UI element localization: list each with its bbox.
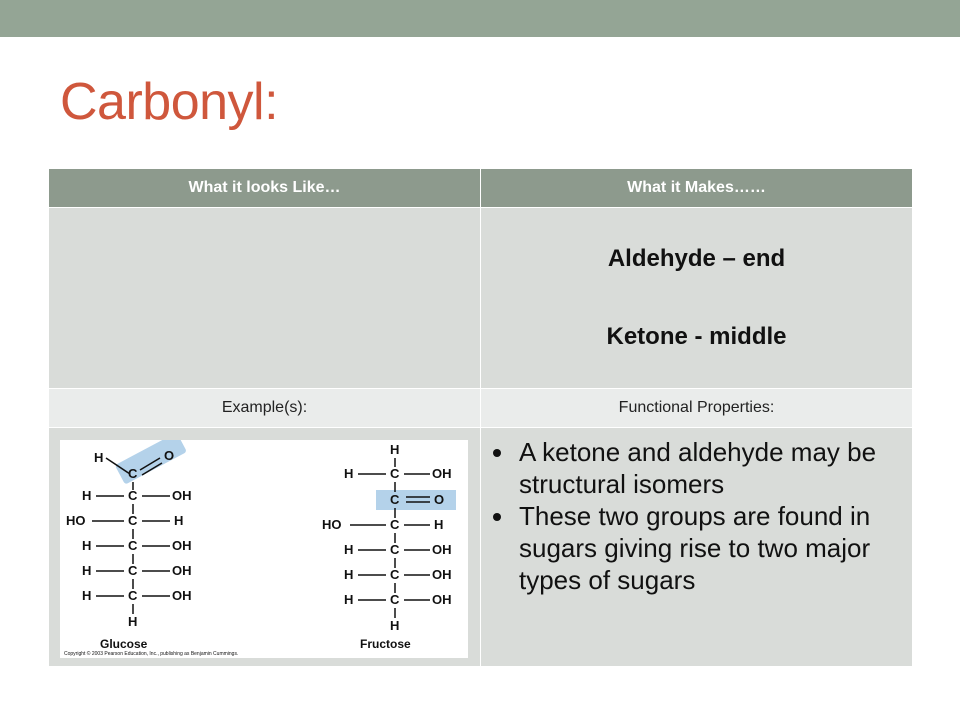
fructose-row3-c: C (390, 517, 400, 532)
glucose-top-h: H (94, 450, 104, 465)
fructose-row6-c: C (390, 592, 400, 607)
table-subheader-row (49, 389, 913, 428)
glucose-row5-c: C (128, 588, 138, 603)
glucose-top-o: O (164, 448, 175, 463)
examples-label: Example(s): (49, 389, 481, 428)
copyright-note: Copyright © 2003 Pearson Education, Inc., publishing as Benjamin Cummings. (64, 651, 239, 657)
glucose-chain (66, 488, 192, 629)
header-looks-like: What it looks Like… (49, 169, 481, 208)
aldehyde-label: Aldehyde – end (607, 245, 786, 272)
header-makes: What it Makes…… (481, 169, 913, 208)
fructose-row5-left: H (344, 567, 354, 582)
glucose-row5-right: OH (172, 588, 192, 603)
fructose-row3-right: H (434, 517, 444, 532)
fructose-row4-c: C (390, 542, 400, 557)
slide-title: Carbonyl: (60, 73, 279, 131)
fructose-row4-right: OH (432, 542, 452, 557)
glucose-row1-right: OH (172, 488, 192, 503)
fructose-carbonyl-c: C (390, 492, 400, 507)
glucose-bottom-h: H (128, 614, 138, 629)
bullet-icon (493, 449, 501, 457)
properties-list (481, 436, 902, 596)
fructose-row1-left: H (344, 466, 354, 481)
list-item (519, 436, 902, 500)
examples-cell (49, 428, 481, 667)
glucose-top-c: C (128, 466, 138, 481)
glucose-row5-left: H (82, 588, 92, 603)
fructose-row5-c: C (390, 567, 400, 582)
glucose-row1-left: H (82, 488, 92, 503)
top-accent-bar (0, 0, 960, 37)
fructose-top-h: H (390, 442, 400, 457)
carbonyl-table (48, 168, 913, 667)
property-text: These two groups are found in sugars giving rise to two major types of sugars (519, 501, 871, 595)
fructose-row5-right: OH (432, 567, 452, 582)
looks-like-cell (49, 208, 481, 389)
glucose-row2-left: HO (66, 513, 86, 528)
fructose-carbonyl-o: O (434, 492, 445, 507)
fructose-bottom-h: H (390, 618, 400, 633)
glucose-label: Glucose (100, 637, 148, 651)
fructose-label: Fructose (360, 637, 411, 651)
glucose-row2-c: C (128, 513, 138, 528)
glucose-fructose-diagram (60, 440, 468, 658)
makes-cell (481, 208, 913, 389)
glucose-row3-c: C (128, 538, 138, 553)
fructose-chain (322, 442, 452, 633)
ketone-label: Ketone - middle (606, 323, 787, 350)
table-row (49, 208, 913, 389)
glucose-row3-right: OH (172, 538, 192, 553)
glucose-row4-c: C (128, 563, 138, 578)
table-header-row (49, 169, 913, 208)
glucose-row4-left: H (82, 563, 92, 578)
glucose-row1-c: C (128, 488, 138, 503)
bullet-icon (493, 513, 501, 521)
properties-cell (481, 428, 913, 667)
fructose-row1-c: C (390, 466, 400, 481)
fructose-row3-left: HO (322, 517, 342, 532)
glucose-row2-right: H (174, 513, 184, 528)
glucose-row4-right: OH (172, 563, 192, 578)
table-row (49, 428, 913, 667)
property-text: A ketone and aldehyde may be structural isomers (519, 437, 877, 499)
fructose-row1-right: OH (432, 466, 452, 481)
list-item (519, 500, 902, 596)
functional-properties-label: Functional Properties: (481, 389, 913, 428)
glucose-carbonyl-highlight (115, 440, 187, 485)
fructose-row4-left: H (344, 542, 354, 557)
glucose-row3-left: H (82, 538, 92, 553)
structure-svg (60, 440, 468, 658)
fructose-row6-left: H (344, 592, 354, 607)
fructose-row6-right: OH (432, 592, 452, 607)
